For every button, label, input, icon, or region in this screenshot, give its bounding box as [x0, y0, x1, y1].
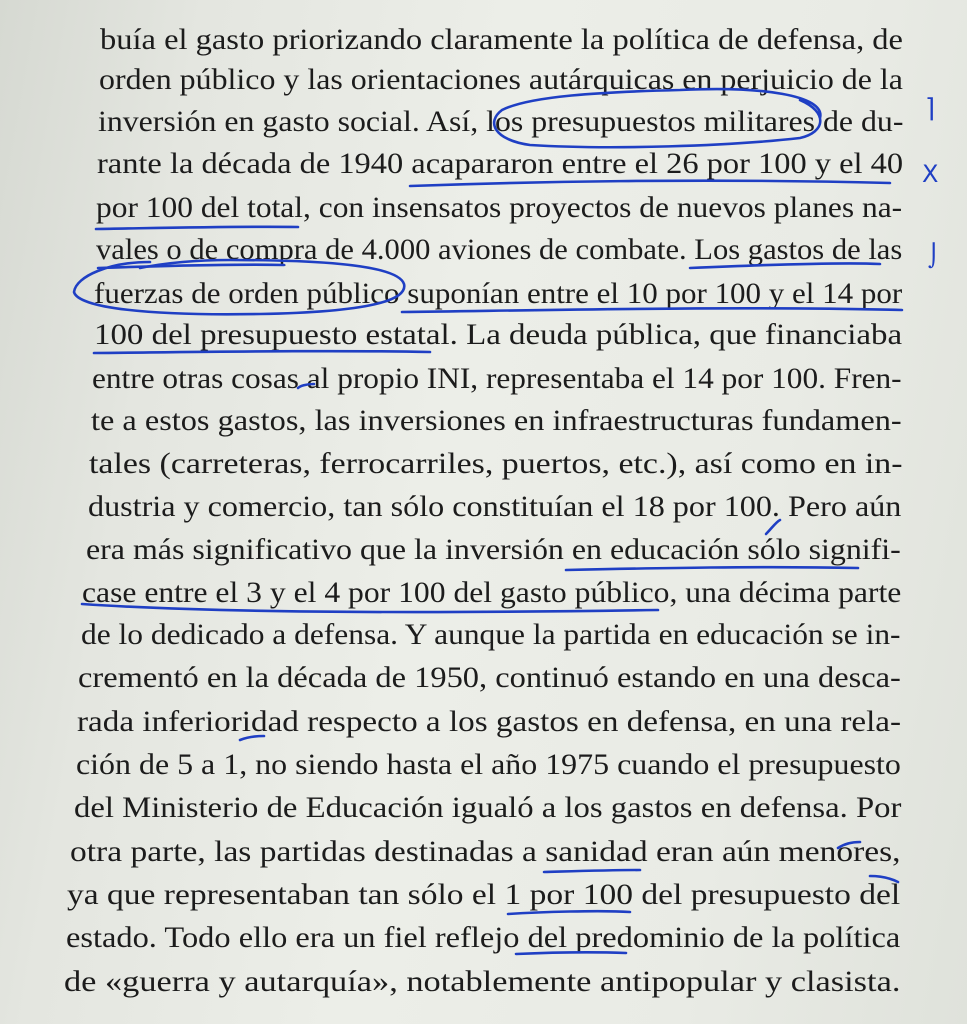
text-line-23: de «guerra y autarquía», notablemente antipopular y clasista. [64, 966, 901, 998]
text-line-22: estado. Todo ello era un fiel reflejo del predominio de la política [66, 922, 901, 954]
text-line-3: inversión en gasto social. Así, los presupuestos militares de du- [98, 106, 904, 138]
text-line-16: crementó en la década de 1950, continuó estando en una desca- [78, 662, 901, 694]
text-line-7: fuerzas de orden público suponían entre el 10 por 100 y el 14 por [94, 278, 903, 310]
text-line-12: dustria y comercio, tan sólo constituían el 18 por 100. Pero aún [88, 491, 902, 523]
text-line-13: era más significativo que la inversión en educación sólo signifi- [86, 534, 901, 566]
text-line-20: otra parte, las partidas destinadas a sanidad eran aún menores, [70, 836, 901, 868]
text-line-1: buía el gasto priorizando claramente la política de defensa, de [100, 24, 903, 56]
margin-mark-x: X [922, 160, 939, 188]
text-line-17: rada inferioridad respecto a los gastos en defensa, en una rela- [77, 706, 902, 738]
margin-mark-bracket-top: ⌉ [925, 94, 936, 124]
text-line-9: entre otras cosas al propio INI, representaba el 14 por 100. Fren- [92, 363, 902, 395]
text-line-8: 100 del presupuesto estatal. La deuda pública, que financiaba [94, 319, 903, 351]
text-line-10: te a estos gastos, las inversiones en infraestructuras fundamen- [91, 405, 902, 437]
text-line-4: rante la década de 1940 acapararon entre el 26 por 100 y el 40 [97, 148, 904, 180]
text-line-11: tales (carreteras, ferrocarriles, puertos, etc.), así como en in- [89, 448, 903, 480]
text-line-18: ción de 5 a 1, no siendo hasta el año 1975 cuando el presupuesto [76, 749, 901, 781]
text-line-5: por 100 del total, con insensatos proyectos de nuevos planes na- [96, 192, 903, 224]
text-line-2: orden público y las orientaciones autárquicas en perjuicio de la [99, 64, 903, 96]
text-line-6: vales o de compra de 4.000 aviones de combate. Los gastos de las [96, 234, 903, 266]
underline-por-100-del-total [96, 227, 298, 229]
text-line-21: ya que representaban tan sólo el 1 por 100 del presupuesto del [67, 879, 901, 911]
margin-mark-bracket-bottom: ⌡ [928, 244, 940, 269]
text-line-19: del Ministerio de Educación igualó a los gastos en defensa. Por [74, 792, 902, 824]
underline-sanidad [544, 870, 640, 872]
text-line-15: de lo dedicado a defensa. Y aunque la partida en educación se in- [81, 619, 901, 651]
text-line-14: case entre el 3 y el 4 por 100 del gasto público, una décima parte [82, 577, 902, 609]
